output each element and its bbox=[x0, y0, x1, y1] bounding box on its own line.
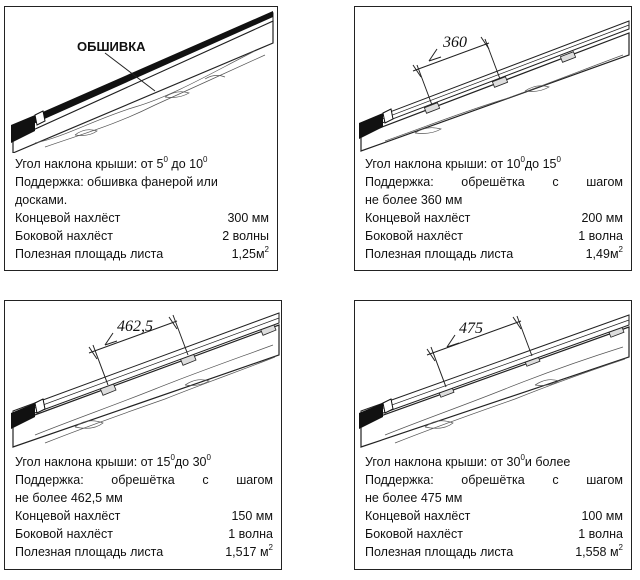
rafter bbox=[13, 325, 279, 447]
spec-text bbox=[365, 155, 623, 263]
end-overlap-row: Концевой нахлёст 200 мм bbox=[365, 211, 623, 225]
support-line-2: не более 360 мм bbox=[365, 193, 463, 207]
panel-slope-5-10 bbox=[4, 6, 278, 271]
support-line-2: не более 475 мм bbox=[365, 491, 463, 505]
roof-diagram bbox=[5, 301, 281, 451]
support-line-1: Поддержка: обрешётка с шагом bbox=[365, 473, 623, 487]
spacing-value: 360 bbox=[443, 34, 467, 51]
roof-diagram bbox=[355, 7, 631, 153]
spacing-value: 475 bbox=[459, 320, 483, 337]
panel-slope-15-30 bbox=[4, 300, 282, 570]
end-overlap-row: Концевой нахлёст 150 мм bbox=[15, 509, 273, 523]
angle-line: Угол наклона крыши: от $10^0до$ $15^0$ bbox=[365, 155, 561, 171]
support-line-2: не более 462,5 мм bbox=[15, 491, 123, 505]
support-line-1: Поддержка: обшивка фанерой или bbox=[15, 175, 218, 189]
roof-sheet bbox=[13, 11, 273, 133]
panel-slope-10-15 bbox=[354, 6, 632, 271]
sheathing-label: ОБШИВКА bbox=[77, 39, 146, 54]
spec-text bbox=[15, 155, 269, 263]
support-line-2: досками. bbox=[15, 193, 68, 207]
support-line-1: Поддержка: обрешётка с шагом bbox=[365, 175, 623, 189]
angle-line: Угол наклона крыши: от $15^0до$ $30^0$ bbox=[15, 453, 211, 469]
rafter bbox=[361, 33, 629, 151]
spec-text bbox=[15, 453, 273, 561]
area-row: Полезная площадь листа $1,25м^2$ bbox=[15, 245, 269, 261]
side-overlap-row: Боковой нахлёст 1 волна bbox=[15, 527, 273, 541]
area-row: Полезная площадь листа 1,558 $м^2$ bbox=[365, 543, 623, 559]
area-row: Полезная площадь листа $1,49м^2$ bbox=[365, 245, 623, 261]
angle-line: Угол наклона крыши: от $5^0$ до $10^0$ bbox=[15, 155, 208, 171]
panel-slope-30-plus bbox=[354, 300, 632, 570]
area-row: Полезная площадь листа 1,517 $м^2$ bbox=[15, 543, 273, 559]
side-overlap-row: Боковой нахлёст 2 волны bbox=[15, 229, 269, 243]
roof-diagram bbox=[355, 301, 631, 451]
roof-diagram bbox=[5, 7, 277, 153]
side-overlap-row: Боковой нахлёст 1 волна bbox=[365, 229, 623, 243]
spec-text bbox=[365, 453, 623, 561]
end-overlap-row: Концевой нахлёст 300 мм bbox=[15, 211, 269, 225]
side-overlap-row: Боковой нахлёст 1 волна bbox=[365, 527, 623, 541]
spacing-value: 462,5 bbox=[117, 318, 153, 335]
end-overlap-row: Концевой нахлёст 100 мм bbox=[365, 509, 623, 523]
support-line-1: Поддержка: обрешётка с шагом bbox=[15, 473, 273, 487]
angle-line: Угол наклона крыши: от $30^0и$ более bbox=[365, 453, 571, 469]
